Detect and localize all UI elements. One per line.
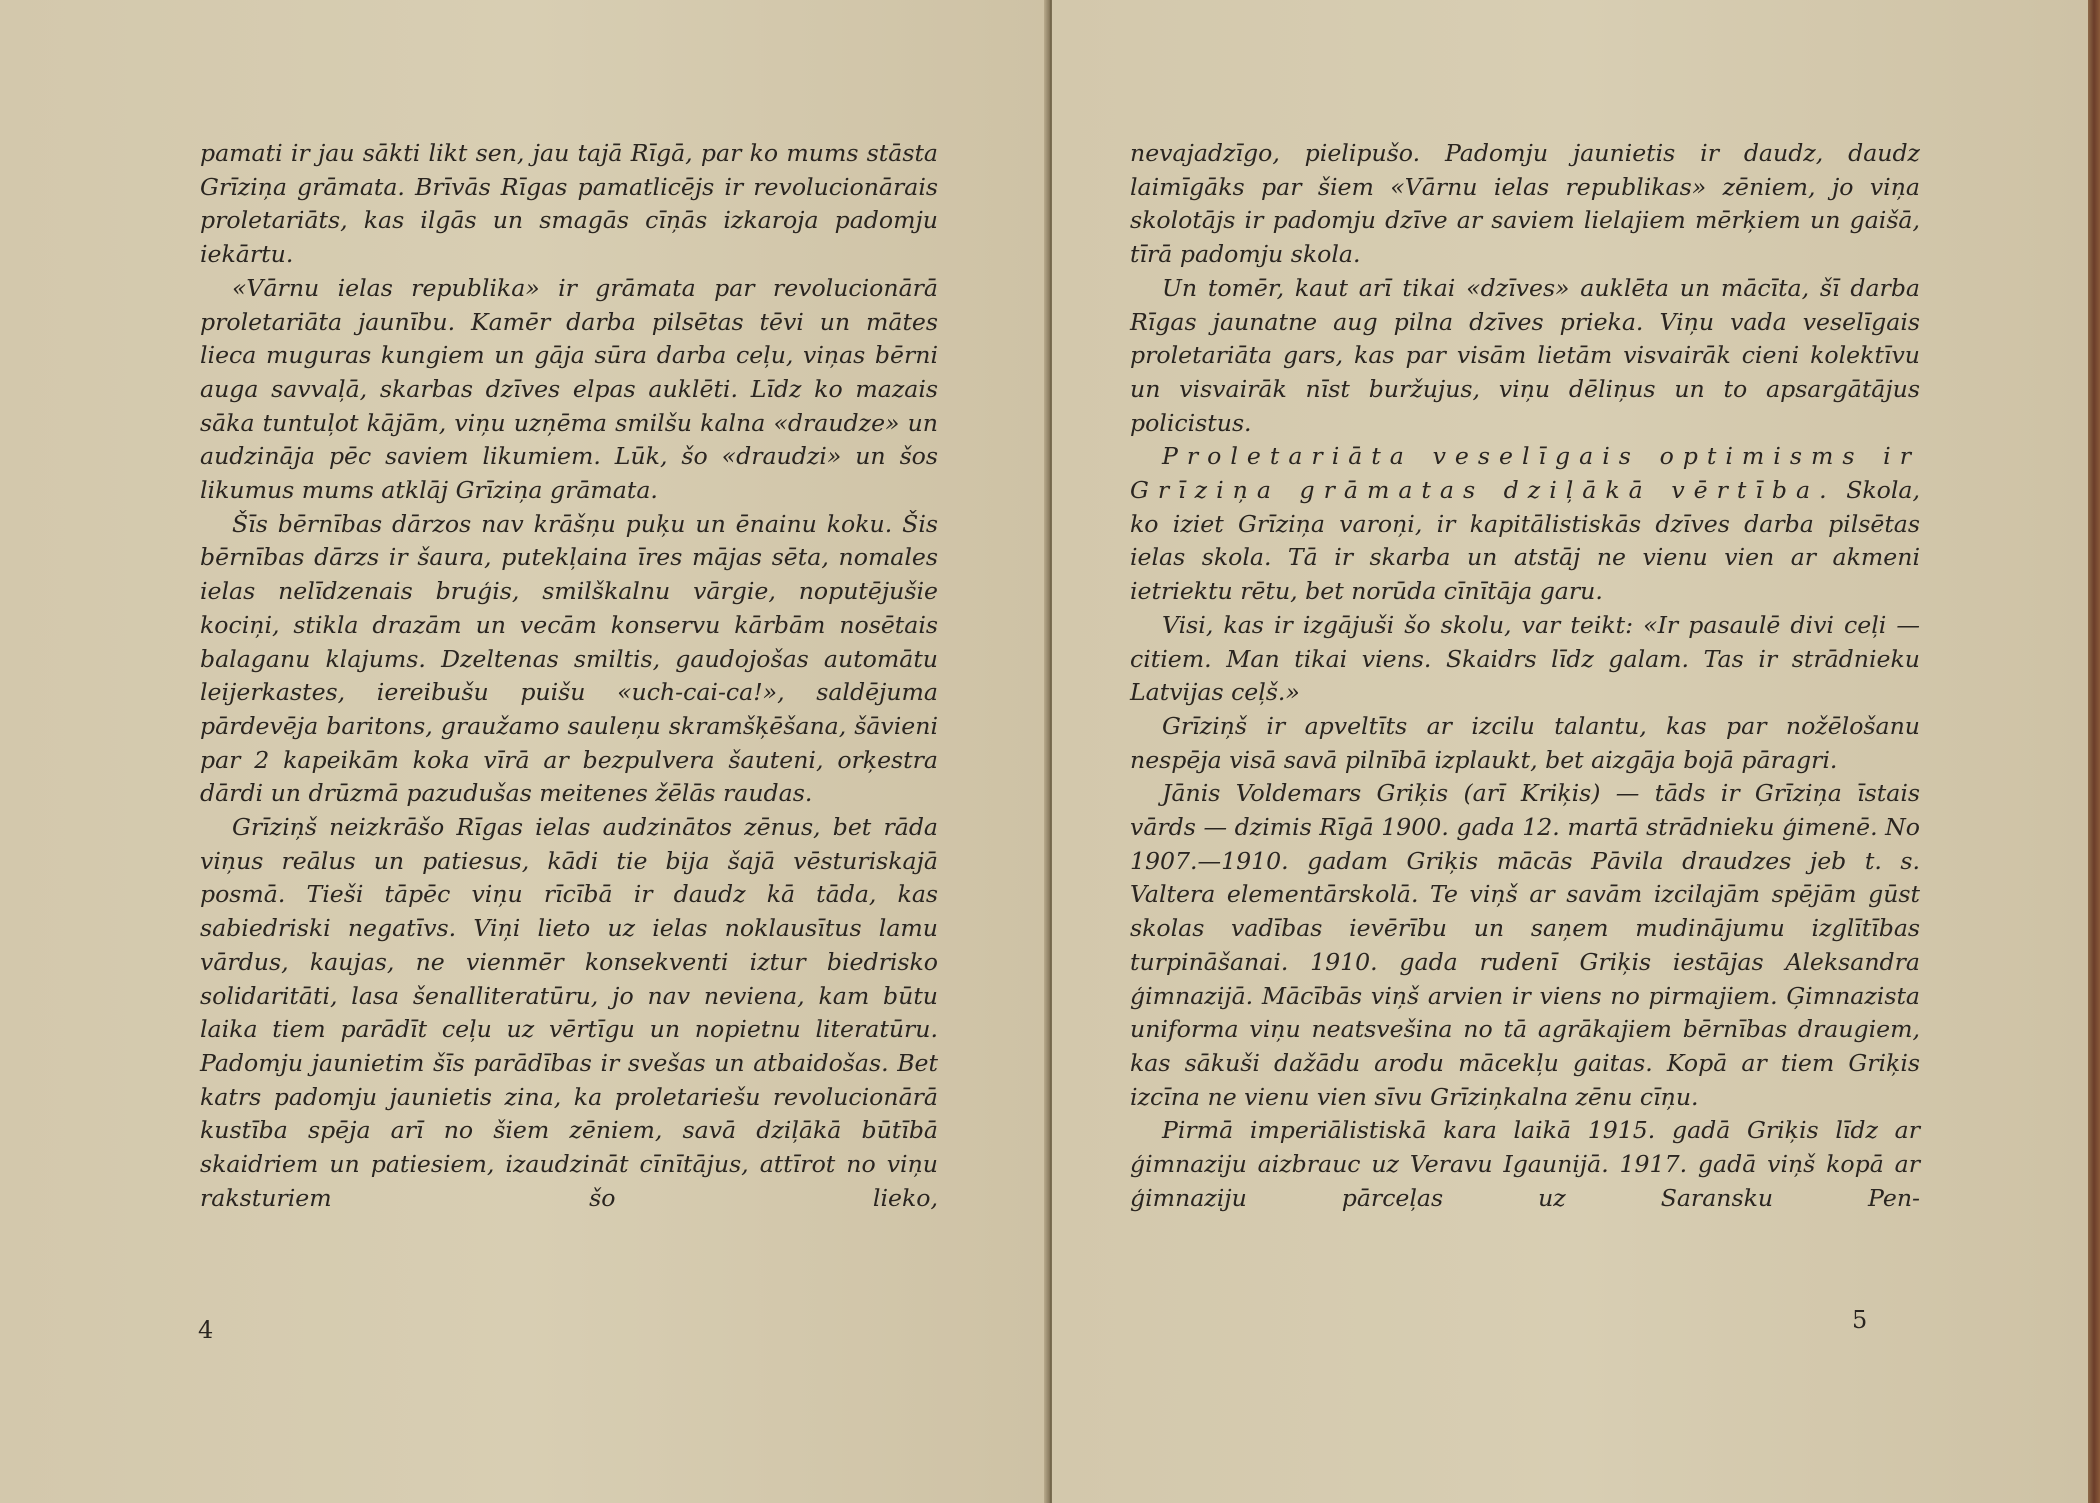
paragraph: Šīs bērnības dārzos nav krāšņu puķu un ēnainu koku. Šis bērnības dārzs ir šaura, putekļaina īres mājas sēta, nomales ielas nelīdzenais bruģis, smilškalnu vārgie, noputējušie kociņi, stikla drazām un vecām konservu kārbām nosētais balaganu klajums. Dzeltenas smiltis, gaudojošas automātu leijerkastes, iereibušu puišu «uch-cai-ca!», saldējuma pārdevēja baritons, graužamo sauleņu skramšķēšana, šāvieni par 2 kapeikām koka vīrā ar bezpulvera šauteni, orķestra dārdi un drūzmā pazudušas meitenes žēlās raudas. (200, 509, 938, 808)
page-number: 4 (198, 1316, 214, 1344)
paragraph-rest: Skola, ko iziet Grīziņa varoņi, ir kapitālistiskās dzīves darba pilsētas ielas skola. Tā ir skarba un atstāj ne vienu vien ar akmeni ietriektu rētu, bet norūda cīnītāja garu. (1130, 476, 1920, 606)
paragraph: «Vārnu ielas republika» ir grāmata par revolucionārā proletariāta jaunību. Kamēr darba pilsētas tēvi un mātes lieca muguras kungiem un gāja sūra darba ceļu, viņas bērni auga savvaļā, skarbas dzīves elpas auklēti. Līdz ko mazais sāka tuntuļot kājām, viņu uzņēma smilšu kalna «draudze» un audzināja pēc saviem likumiem. Lūk, šo «draudzi» un šos likumus mums atklāj Grīziņa grāmata. (200, 273, 938, 505)
paragraph: pamati ir jau sākti likt sen, jau tajā Rīgā, par ko mums stāsta Grīziņa grāmata. Brīvās Rīgas pamatlicējs ir revolucionārais proletariāts, kas ilgās un smagās cīņās izkaroja padomju iekārtu. (200, 139, 938, 269)
right-page (1052, 0, 2094, 1503)
page-number: 5 (1852, 1306, 1868, 1334)
paragraph (1130, 440, 1920, 609)
paragraph: Un tomēr, kaut arī tikai «dzīves» auklēta un mācīta, šī darba Rīgas jaunatne aug pilna dzīves prieka. Viņu vada veselīgais proletariāta gars, kas par visām lietām visvairāk cieni kolektīvu un visvairāk nīst buržujus, viņu dēliņus un to apsargātājus policistus. (1130, 273, 1920, 437)
right-page-text (1130, 137, 1920, 1216)
paragraph: Grīziņš neizkrāšo Rīgas ielas audzinātos zēnus, bet rāda viņus reālus un patiesus, kādi tie bija šajā vēsturiskajā posmā. Tieši tāpēc viņu rīcībā ir daudz kā tāda, kas sabiedriski negatīvs. Viņi lieto uz ielas noklausītus lamu vārdus, kaujas, ne vienmēr konsekventi iztur biedrisko solidaritāti, lasa šenalliteratūru, jo nav neviena, kam būtu laika tiem parādīt ceļu uz vērtīgu un nopietnu literatūru. Padomju jaunietim šīs parādības ir svešas un atbaidošas. Bet katrs padomju jaunietis zina, ka proletariešu revolucionārā kustība spēja arī no šiem zēniem, savā dziļākā būtībā skaidriem un patiesiem, izaudzināt cīnītājus, attīrot no viņu raksturiem šo lieko, (200, 813, 938, 1212)
paragraph: Pirmā imperiālistiskā kara laikā 1915. gadā Griķis līdz ar ģimnaziju aizbrauc uz Veravu Igaunijā. 1917. gadā viņš kopā ar ģimnaziju pārceļas uz Saransku Pen- (1130, 1116, 1920, 1212)
spaced-emphasis: Proletariāta veselīgais optimisms ir Grīziņa grāmatas dziļākā vērtība. (1130, 442, 1920, 505)
book-cover-edge (2088, 0, 2100, 1503)
paragraph: Visi, kas ir izgājuši šo skolu, var teikt: «Ir pasaulē divi ceļi — citiem. Man tikai viens. Skaidrs līdz galam. Tas ir strādnieku Latvijas ceļš.» (1130, 610, 1920, 707)
paragraph: Grīziņš ir apveltīts ar izcilu talantu, kas par nožēlošanu nespēja visā savā pilnībā izplaukt, bet aizgāja bojā pāragri. (1130, 711, 1920, 774)
left-page (0, 0, 1048, 1503)
paragraph: nevajadzīgo, pielipušo. Padomju jaunietis ir daudz, daudz laimīgāks par šiem «Vārnu ielas republikas» zēniem, jo viņa skolotājs ir padomju dzīve ar saviem lielajiem mērķiem un gaišā, tīrā padomju skola. (1130, 139, 1920, 269)
left-page-text (200, 137, 938, 1216)
paragraph: Jānis Voldemars Griķis (arī Kriķis) — tāds ir Grīziņa īstais vārds — dzimis Rīgā 1900. gada 12. martā strādnieku ģimenē. No 1907.—1910. gadam Griķis mācās Pāvila draudzes jeb t. s. Valtera elementārskolā. Te viņš ar savām izcilajām spējām gūst skolas vadības ievērību un saņem mudinājumu izglītības turpināšanai. 1910. gada rudenī Griķis iestājas Aleksandra ģimnazijā. Mācībās viņš arvien ir viens no pirmajiem. Ģimnazista uniforma viņu neatsvešina no tā agrākajiem bērnības draugiem, kas sākuši dažādu arodu mācekļu gaitas. Kopā ar tiem Griķis izcīna ne vienu vien sīvu Grīziņkalna zēnu cīņu. (1130, 779, 1920, 1111)
